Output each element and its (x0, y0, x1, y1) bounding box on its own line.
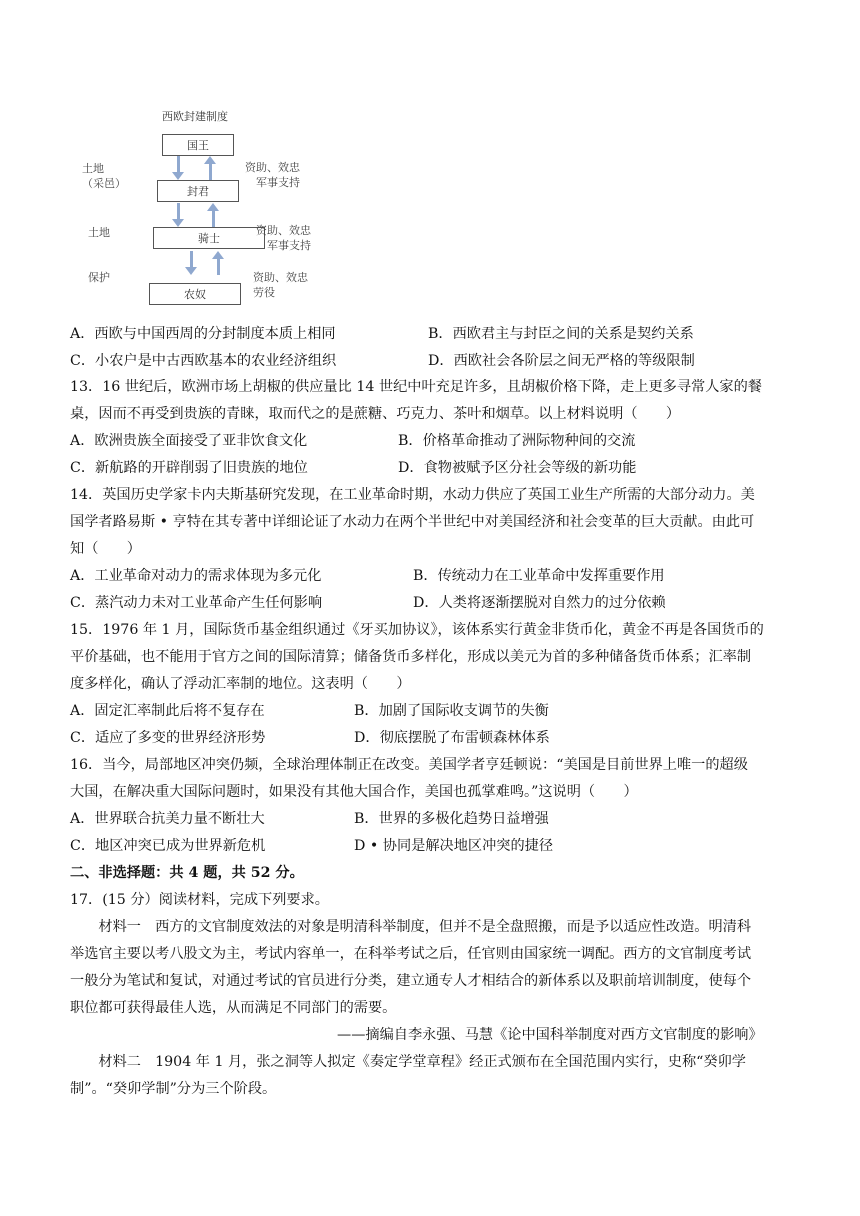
q15-line-3: 度多样化，确认了浮动汇率制的地位。这表明（ ） (70, 676, 411, 692)
q15-line-2: 平价基础，也不能用于官方之间的国际清算；储备货币多样化，形成以美元为首的多种储备货币体系；汇率制 (70, 649, 752, 665)
q16-line-2: 大国，在解决重大国际问题时，如果没有其他大国合作，美国也孤掌难鸣。”这说明（ ） (70, 784, 638, 800)
q12-option-c: C．小农户是中古西欧基本的农业经济组织 (70, 353, 337, 369)
arrow-down-2 (175, 203, 181, 227)
q14-option-c: C．蒸汽动力未对工业革命产生任何影响 (70, 595, 323, 611)
node-lord: 封君 (157, 180, 239, 202)
diagram-title: 西欧封建制度 (162, 110, 228, 123)
q13-option-b: B．价格革命推动了洲际物种间的交流 (398, 433, 636, 449)
arrow-down-3 (188, 251, 194, 275)
q16-option-c: C．地区冲突已成为世界新危机 (70, 838, 266, 854)
feudal-system-diagram (70, 105, 330, 320)
arrow-up-1 (207, 156, 213, 180)
q14-option-b: B．传统动力在工业革命中发挥重要作用 (413, 568, 665, 584)
material1-source: ——摘编自李永强、马慧《论中国科举制度对西方文官制度的影响》 (337, 1027, 763, 1043)
q17-intro: 17．(15 分）阅读材料，完成下列要求。 (70, 892, 329, 908)
q13-option-c: C．新航路的开辟削弱了旧贵族的地位 (70, 460, 308, 476)
q15-option-b: B．加剧了国际收支调节的失衡 (354, 703, 549, 719)
q16-option-a: A．世界联合抗美力量不断壮大 (70, 811, 265, 827)
q13-option-a: A．欧洲贵族全面接受了亚非饮食文化 (70, 433, 308, 449)
q14-line-2: 国学者路易斯 • 亨特在其专著中详细论证了水动力在两个半世纪中对美国经济和社会变革的巨大贡献。由此可 (70, 514, 755, 530)
q14-line-3: 知（ ） (70, 541, 141, 557)
material1-line-1: 材料一 西方的文官制度效法的对象是明清科举制度，但并不是全盘照搬，而是予以适应性改造。明清科 (70, 919, 752, 935)
material1-line-2: 举选官主要以考八股文为主，考试内容单一，在科举考试之后，任官则由国家统一调配。西方的文官制度考试 (70, 946, 752, 962)
right-label-3: 资助、效忠 劳役 (253, 271, 308, 299)
q14-option-a: A．工业革命对动力的需求体现为多元化 (70, 568, 322, 584)
material1-line-4: 职位都可获得最佳人选，从而满足不同部门的需要。 (70, 1000, 397, 1016)
node-serf: 农奴 (149, 283, 241, 305)
q13-option-d: D．食物被赋予区分社会等级的新功能 (398, 460, 637, 476)
q14-line-1: 14．英国历史学家卡内夫斯基研究发现，在工业革命时期，水动力供应了英国工业生产所需的大部分动力。美 (70, 487, 755, 503)
right-label-2: 资助、效忠 军事支持 (256, 224, 311, 252)
q13-line-1: 13．16 世纪后，欧洲市场上胡椒的供应量比 14 世纪中叶充足许多，且胡椒价格下降，走上更多寻常人家的餐 (70, 379, 762, 395)
material1-line-3: 一般分为笔试和复试，对通过考试的官员进行分类，建立通专人才相结合的新体系以及职前培训制度，使每个 (70, 973, 752, 989)
arrow-down-1 (175, 156, 181, 180)
q15-option-a: A．固定汇率制此后将不复存在 (70, 703, 265, 719)
right-label-1: 资助、效忠 军事支持 (245, 161, 300, 189)
arrow-up-2 (210, 203, 216, 227)
q15-line-1: 15．1976 年 1 月，国际货币基金组织通过《牙买加协议》，该体系实行黄金非货币化，黄金不再是各国货币的 (70, 622, 764, 638)
material2-line-2: 制”。“癸卯学制”分为三个阶段。 (70, 1081, 277, 1097)
q15-option-d: D．彻底摆脱了布雷顿森林体系 (354, 730, 550, 746)
q13-line-2: 桌，因而不再受到贵族的青睐，取而代之的是蔗糖、巧克力、茶叶和烟草。以上材料说明（ ） (70, 406, 681, 422)
section-heading: 二、非选择题：共 4 题，共 52 分。 (70, 865, 304, 881)
node-king: 国王 (162, 134, 234, 156)
left-label-land-fief: 土地 （采邑） (82, 162, 126, 190)
material2-line-1: 材料二 1904 年 1 月，张之洞等人拟定《奏定学堂章程》经正式颁布在全国范围内实行，史称“癸卯学 (70, 1054, 746, 1070)
q12-option-b: B．西欧君主与封臣之间的关系是契约关系 (428, 326, 694, 342)
q16-option-b: B．世界的多极化趋势日益增强 (354, 811, 549, 827)
q15-option-c: C．适应了多变的世界经济形势 (70, 730, 266, 746)
q14-option-d: D．人类将逐渐摆脱对自然力的过分依赖 (413, 595, 666, 611)
arrow-up-3 (215, 251, 221, 275)
node-knight: 骑士 (153, 227, 265, 249)
q16-line-1: 16．当今，局部地区冲突仍频，全球治理体制正在改变。美国学者亨廷顿说：“美国是目前世界上唯一的超级 (70, 757, 748, 773)
left-label-protection: 保护 (88, 271, 110, 284)
left-label-land: 土地 (88, 226, 110, 239)
q16-option-d: D • 协同是解决地区冲突的捷径 (354, 838, 554, 854)
q12-option-d: D．西欧社会各阶层之间无严格的等级限制 (428, 353, 695, 369)
q12-option-a: A．西欧与中国西周的分封制度本质上相同 (70, 326, 336, 342)
